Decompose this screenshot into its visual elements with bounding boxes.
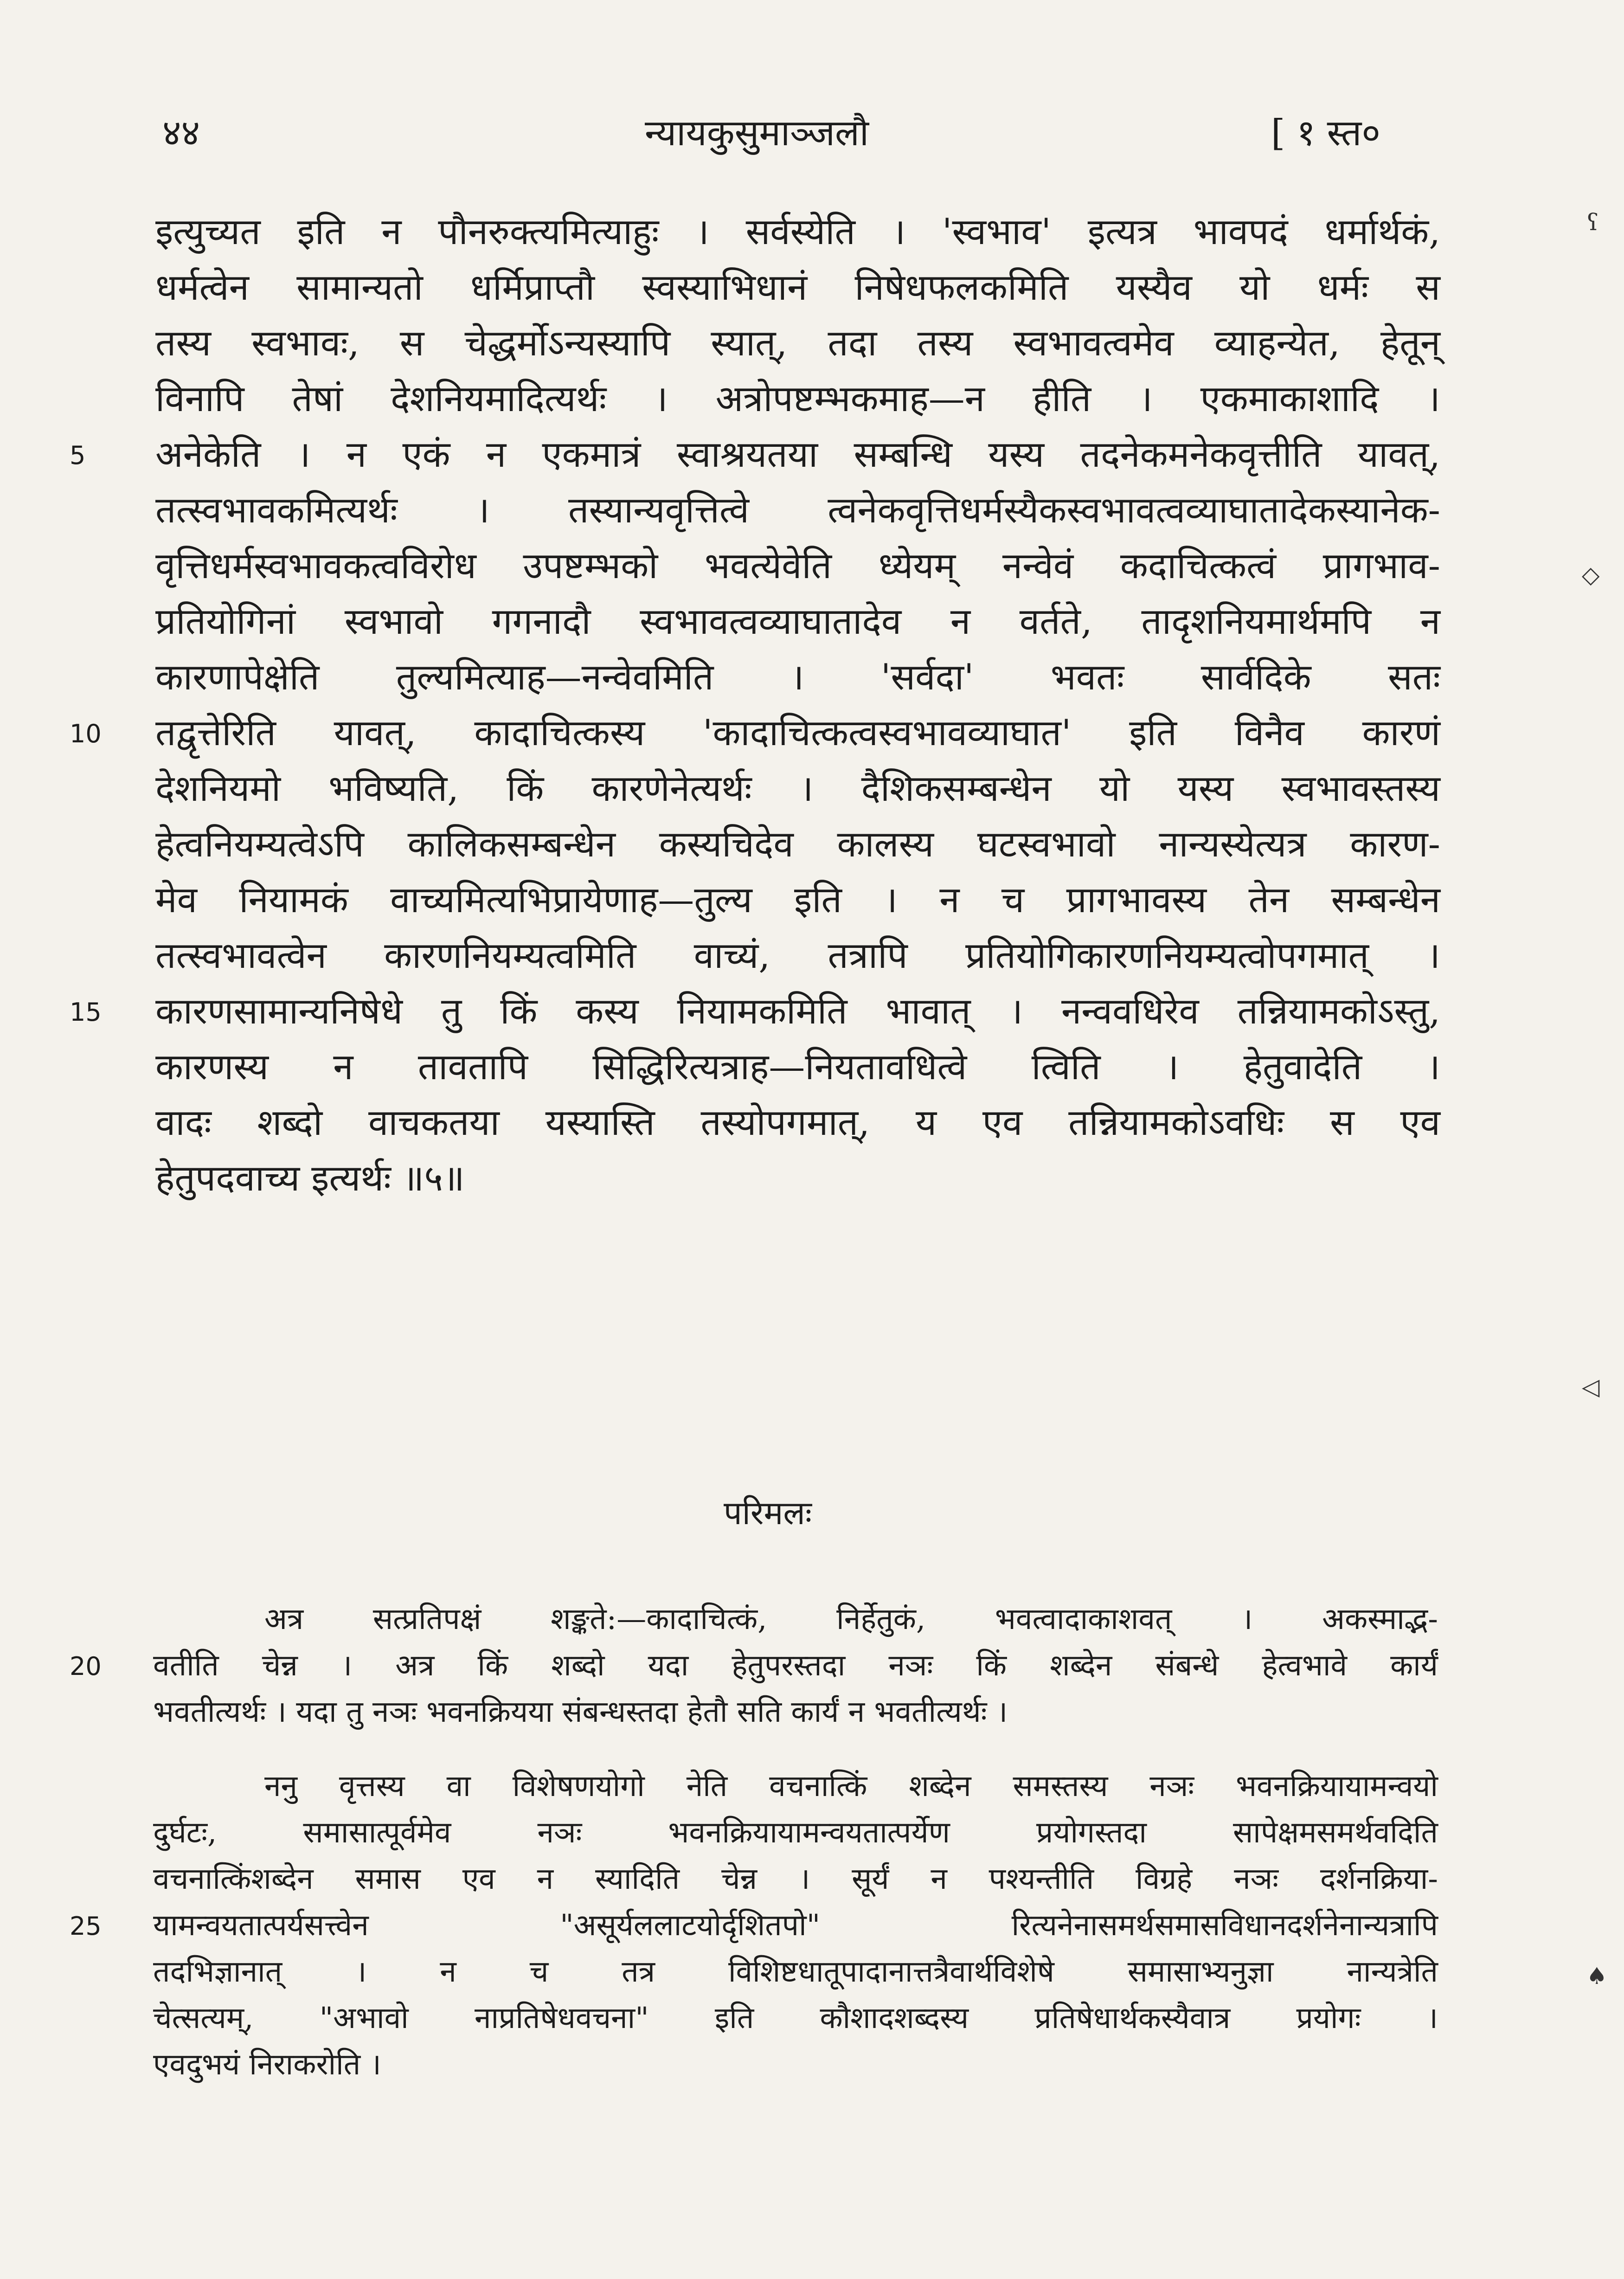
line-number: 15 bbox=[70, 998, 102, 1027]
line-number: 25 bbox=[70, 1912, 102, 1941]
commentary-line: तस्य स्वभावः, स चेद्धर्मोऽन्यस्यापि स्यात्, तदा तस्य स्वभावत्वमेव व्याहन्येत, हेतून् bbox=[155, 322, 1440, 364]
commentary-line: वृत्तिधर्मस्वभावकत्वविरोध उपष्टम्भको भवत्येवेति ध्येयम् नन्वेवं कदाचित्कत्वं प्रागभाव- bbox=[155, 545, 1440, 587]
commentary-line: अनेकेति । न एकं न एकमात्रं स्वाश्रयतया सम्बन्धि यस्य तदनेकमनेकवृत्तीति यावत्, bbox=[155, 434, 1440, 476]
line-number: 5 bbox=[70, 441, 86, 470]
margin-mark-icon: ʕ bbox=[1586, 209, 1599, 236]
line-number: 10 bbox=[70, 719, 102, 748]
commentary-line: तद्वृत्तेरिति यावत्, कादाचित्कस्य 'कादाचित्कत्वस्वभावव्याघात' इति विनैव कारणं bbox=[155, 712, 1440, 754]
subcommentary-line: यामन्वयतात्पर्यसत्त्वेन "असूर्यललाटयोर्दृशितपो" रित्यनेनासमर्थसमासविधानदर्शनेनान्यत्रापि bbox=[153, 1908, 1438, 1943]
commentary-line: कारणसामान्यनिषेधे तु किं कस्य नियामकमिति भावात् । नन्ववधिरेव तन्नियामकोऽस्तु, bbox=[155, 991, 1440, 1032]
subcommentary-line: एवदुभयं निराकरोति । bbox=[153, 2047, 381, 2082]
commentary-line: हेत्वनियम्यत्वेऽपि कालिकसम्बन्धेन कस्यचिदेव कालस्य घटस्वभावो नान्यस्येत्यत्र कारण- bbox=[155, 824, 1440, 865]
commentary-line: प्रतियोगिनां स्वभावो गगनादौ स्वभावत्वव्याघातादेव न वर्तते, तादृशनियमार्थमपि न bbox=[155, 601, 1440, 643]
margin-mark-icon: ◁ bbox=[1582, 1373, 1600, 1400]
commentary-line: इत्युच्यत इति न पौनरुक्त्यमित्याहुः । सर्वस्येति । 'स्वभाव' इत्यत्र भावपदं धर्मार्थकं, bbox=[155, 211, 1440, 253]
section-marker: [ १ स्त० bbox=[1271, 112, 1380, 154]
commentary-line: तत्स्वभावत्वेन कारणनियम्यत्वमिति वाच्यं, तत्रापि प्रतियोगिकारणनियम्यत्वोपगमात् । bbox=[155, 935, 1440, 977]
commentary-line: धर्मत्वेन सामान्यतो धर्मिप्राप्तौ स्वस्याभिधानं निषेधफलकमिति यस्यैव यो धर्मः स bbox=[155, 267, 1440, 309]
page-number: ४४ bbox=[162, 112, 200, 154]
subcommentary-line: वतीति चेन्न । अत्र किं शब्दो यदा हेतुपरस्तदा नञः किं शब्देन संबन्धे हेत्वभावे कार्यं bbox=[153, 1648, 1438, 1683]
subcommentary-line: भवतीत्यर्थः । यदा तु नञः भवनक्रियया संबन्धस्तदा हेतौ सति कार्यं न भवतीत्यर्थः । bbox=[153, 1695, 1008, 1729]
commentary-line: हेतुपदवाच्य इत्यर्थः ॥५॥ bbox=[155, 1158, 465, 1199]
commentary-line: तत्स्वभावकमित्यर्थः । तस्यान्यवृत्तित्वे त्वनेकवृत्तिधर्मस्यैकस्वभावत्वव्याघातादेकस्यानेक- bbox=[155, 489, 1440, 531]
commentary-line: कारणापेक्षेति तुल्यमित्याह—नन्वेवमिति । 'सर्वदा' भवतः सार्वदिके सतः bbox=[155, 657, 1440, 698]
commentary-line: कारणस्य न तावतापि सिद्धिरित्यत्राह—नियतावधित्वे त्विति । हेतुवादेति । bbox=[155, 1046, 1440, 1088]
subcommentary-line: ननु वृत्तस्य वा विशेषणयोगो नेति वचनात्किं शब्देन समस्तस्य नञः भवनक्रियायामन्वयो bbox=[264, 1769, 1438, 1803]
commentary-line: मेव नियामकं वाच्यमित्यभिप्रायेणाह—तुल्य इति । न च प्रागभावस्य तेन सम्बन्धेन bbox=[155, 879, 1440, 921]
line-number: 20 bbox=[70, 1652, 102, 1681]
subcommentary-heading: परिमलः bbox=[724, 1494, 812, 1532]
commentary-line: विनापि तेषां देशनियमादित्यर्थः । अत्रोपष्टम्भकमाह—न हीति । एकमाकाशादि । bbox=[155, 378, 1440, 420]
running-title: न्यायकुसुमाञ्जलौ bbox=[645, 112, 869, 154]
margin-mark-icon: ◇ bbox=[1582, 561, 1600, 588]
subcommentary-line: वचनात्किंशब्देन समास एव न स्यादिति चेन्न । सूर्यं न पश्यन्तीति विग्रहे नञः दर्शनक्रिया- bbox=[153, 1862, 1438, 1896]
subcommentary-line: चेत्सत्यम्, "अभावो नाप्रतिषेधवचना" इति कौशादशब्दस्य प्रतिषेधार्थकस्यैवात्र प्रयोगः । bbox=[153, 2001, 1438, 2035]
subcommentary-line: तदभिज्ञानात् । न च तत्र विशिष्टधातूपादानात्तत्रैवार्थविशेषे समासाभ्यनुज्ञा नान्यत्रेति bbox=[153, 1955, 1438, 1989]
subcommentary-line: अत्र सत्प्रतिपक्षं शङ्कते:—कादाचित्कं, निर्हेतुकं, भवत्वादाकाशवत् । अकस्माद्भ- bbox=[264, 1602, 1438, 1636]
commentary-line: देशनियमो भविष्यति, किं कारणेनेत्यर्थः । दैशिकसम्बन्धेन यो यस्य स्वभावस्तस्य bbox=[155, 768, 1440, 810]
margin-mark-icon: ♠ bbox=[1586, 1963, 1607, 1989]
commentary-line: वादः शब्दो वाचकतया यस्यास्ति तस्योपगमात्, य एव तन्नियामकोऽवधिः स एव bbox=[155, 1102, 1440, 1144]
subcommentary-line: दुर्घटः, समासात्पूर्वमेव नञः भवनक्रियायामन्वयतात्पर्येण प्रयोगस्तदा सापेक्षमसमर्थवदिति bbox=[153, 1815, 1438, 1850]
